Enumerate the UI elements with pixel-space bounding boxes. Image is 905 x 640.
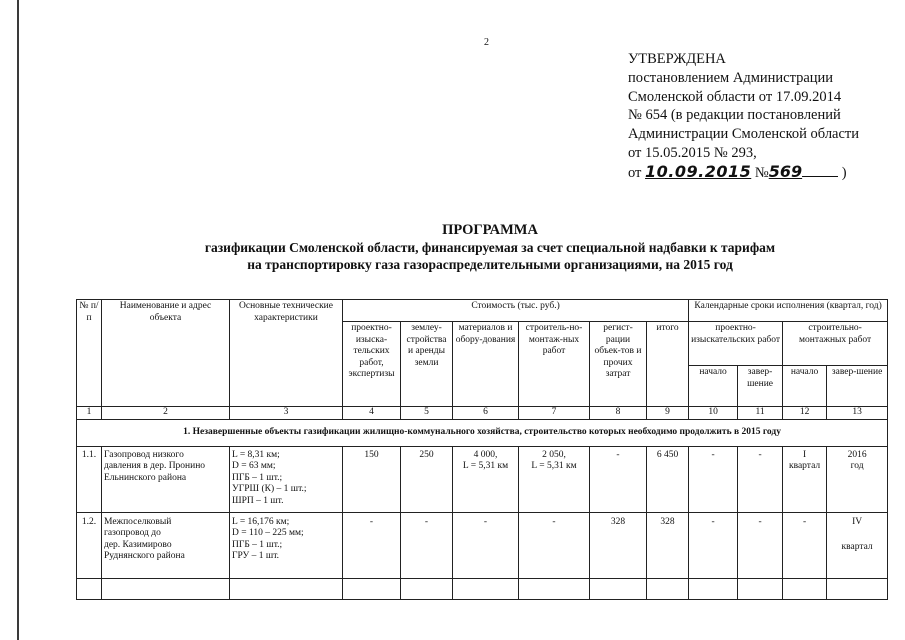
row-number: 1.2. bbox=[77, 512, 102, 578]
program-subtitle-line2: на транспортировку газа газораспределительными организациями, на 2015 год bbox=[247, 257, 733, 272]
table-row bbox=[77, 446, 888, 512]
header-start: начало bbox=[783, 366, 827, 407]
header-cost-other: регист-рации объек-тов и прочих затрат bbox=[590, 322, 647, 407]
text-line: L = 8,31 км; bbox=[232, 449, 280, 460]
program-table bbox=[76, 299, 888, 600]
text-line: давления в дер. Пронино bbox=[104, 461, 206, 471]
object-name bbox=[102, 446, 230, 512]
cost-other: - bbox=[590, 446, 647, 512]
handwritten-number: 569 bbox=[768, 161, 803, 181]
text-line: газопровод до bbox=[104, 528, 161, 538]
section-title: 1. Незавершенные объекты газификации жилищно-коммунального хозяйства, строительство которых необходимо продолжить в 2015 году bbox=[77, 419, 888, 446]
header-schedule-group: Календарные сроки исполнения (квартал, год) bbox=[689, 300, 888, 322]
column-number: 7 bbox=[519, 407, 590, 420]
text-line: - bbox=[552, 516, 556, 527]
header-schedule-construction: строительно-монтажных работ bbox=[783, 322, 888, 366]
approval-line: № 654 (в редакции постановлений bbox=[628, 107, 841, 124]
object-specs bbox=[230, 446, 343, 512]
header-name: Наименование и адрес объекта bbox=[102, 300, 230, 407]
text-line: Газопровод низкого bbox=[104, 449, 184, 460]
text-line: 4 000, bbox=[473, 449, 498, 460]
text-line: ПГБ – 1 шт.; bbox=[232, 472, 283, 483]
text-line: квартал bbox=[788, 461, 821, 471]
design-end: - bbox=[738, 512, 783, 578]
cost-construction bbox=[519, 446, 590, 512]
program-heading: ПРОГРАММА bbox=[442, 222, 538, 238]
approval-line: от 15.05.2015 № 293, bbox=[628, 144, 757, 161]
column-number: 10 bbox=[689, 407, 738, 420]
approval-line-dated bbox=[628, 163, 859, 183]
page-number: 2 bbox=[484, 37, 489, 48]
text-line: D = 63 мм; bbox=[232, 461, 276, 471]
construction-end bbox=[827, 512, 888, 578]
table-row-partial bbox=[77, 578, 888, 599]
object-specs bbox=[230, 512, 343, 578]
cost-other: 328 bbox=[590, 512, 647, 578]
text-line: IV bbox=[852, 516, 863, 527]
column-number: 2 bbox=[102, 407, 230, 420]
column-number: 13 bbox=[827, 407, 888, 420]
header-start: начало bbox=[689, 366, 738, 407]
cost-materials bbox=[453, 512, 519, 578]
column-number: 11 bbox=[738, 407, 783, 420]
column-number: 6 bbox=[453, 407, 519, 420]
text-line: Ельнинского района bbox=[104, 472, 187, 483]
cost-total: 6 450 bbox=[647, 446, 689, 512]
design-end: - bbox=[738, 446, 783, 512]
text-line: L = 5,31 км bbox=[462, 461, 509, 471]
construction-end bbox=[827, 446, 888, 512]
approval-line: Смоленской области от 17.09.2014 bbox=[628, 88, 842, 105]
text-line: ГРУ – 1 шт. bbox=[232, 551, 280, 561]
text-line: 2 050, bbox=[542, 449, 566, 460]
column-number: 3 bbox=[230, 407, 343, 420]
header-specs: Основные технические характеристики bbox=[230, 300, 343, 407]
column-number: 4 bbox=[343, 407, 401, 420]
header-cost-materials: материалов и обору-дования bbox=[453, 322, 519, 407]
approval-from-label: от bbox=[628, 164, 642, 181]
text-line: Руднянского района bbox=[104, 551, 185, 561]
table-row bbox=[77, 512, 888, 578]
approval-line: УТВЕРЖДЕНА bbox=[628, 51, 726, 67]
header-cost-land: землеу-стройства и аренды земли bbox=[401, 322, 453, 407]
text-line: D = 110 – 225 мм; bbox=[232, 528, 304, 538]
cost-materials bbox=[453, 446, 519, 512]
handwritten-date: 10.09.2015 bbox=[645, 161, 752, 181]
text-line: Межпоселковый bbox=[104, 516, 172, 527]
text-line: L = 5,31 км bbox=[531, 461, 577, 471]
header-end: завер-шение bbox=[738, 366, 783, 407]
design-start: - bbox=[689, 446, 738, 512]
header-cost-total: итого bbox=[647, 322, 689, 407]
object-name bbox=[102, 512, 230, 578]
row-number: 1.1. bbox=[77, 446, 102, 512]
text-line: квартал bbox=[841, 542, 873, 552]
cost-design: 150 bbox=[343, 446, 401, 512]
column-number: 12 bbox=[783, 407, 827, 420]
text-line: ПГБ – 1 шт.; bbox=[232, 539, 283, 550]
construction-start bbox=[783, 512, 827, 578]
cost-total: 328 bbox=[647, 512, 689, 578]
cost-land: 250 bbox=[401, 446, 453, 512]
text-line: ШРП – 1 шт. bbox=[232, 495, 284, 506]
number-sign: № bbox=[754, 164, 769, 181]
program-subtitle-line1: газификации Смоленской области, финансируемая за счет специальной надбавки к тарифам bbox=[204, 240, 776, 255]
text-line: год bbox=[850, 461, 864, 471]
text-line: 2016 bbox=[847, 449, 867, 460]
column-number: 9 bbox=[647, 407, 689, 420]
text-line: L = 16,176 км; bbox=[232, 516, 290, 527]
column-number: 8 bbox=[590, 407, 647, 420]
header-end: завер-шение bbox=[827, 366, 888, 407]
header-cost-design: проектно-изыска-тельских работ, экспертизы bbox=[343, 322, 401, 407]
column-number: 1 bbox=[77, 407, 102, 420]
closing-paren: ) bbox=[841, 164, 847, 181]
construction-start bbox=[783, 446, 827, 512]
design-start: - bbox=[689, 512, 738, 578]
text-line: - bbox=[483, 516, 488, 527]
cost-land: - bbox=[401, 512, 453, 578]
approval-block bbox=[628, 50, 859, 183]
page-edge-line bbox=[17, 0, 19, 640]
cost-construction bbox=[519, 512, 590, 578]
approval-line: Администрации Смоленской области bbox=[628, 126, 860, 143]
approval-line: постановлением Администрации bbox=[628, 69, 834, 86]
text-line: I bbox=[802, 449, 807, 460]
cost-design: - bbox=[343, 512, 401, 578]
column-number: 5 bbox=[401, 407, 453, 420]
header-schedule-design: проектно-изыскательских работ bbox=[689, 322, 783, 366]
text-line: УГРШ (К) – 1 шт.; bbox=[232, 484, 307, 494]
header-cost-construction: строитель-но-монтаж-ных работ bbox=[519, 322, 590, 407]
header-num: № п/п bbox=[77, 300, 102, 407]
header-cost-group: Стоимость (тыс. руб.) bbox=[343, 300, 689, 322]
text-line: дер. Казимирово bbox=[104, 539, 172, 550]
text-line: - bbox=[802, 516, 807, 527]
